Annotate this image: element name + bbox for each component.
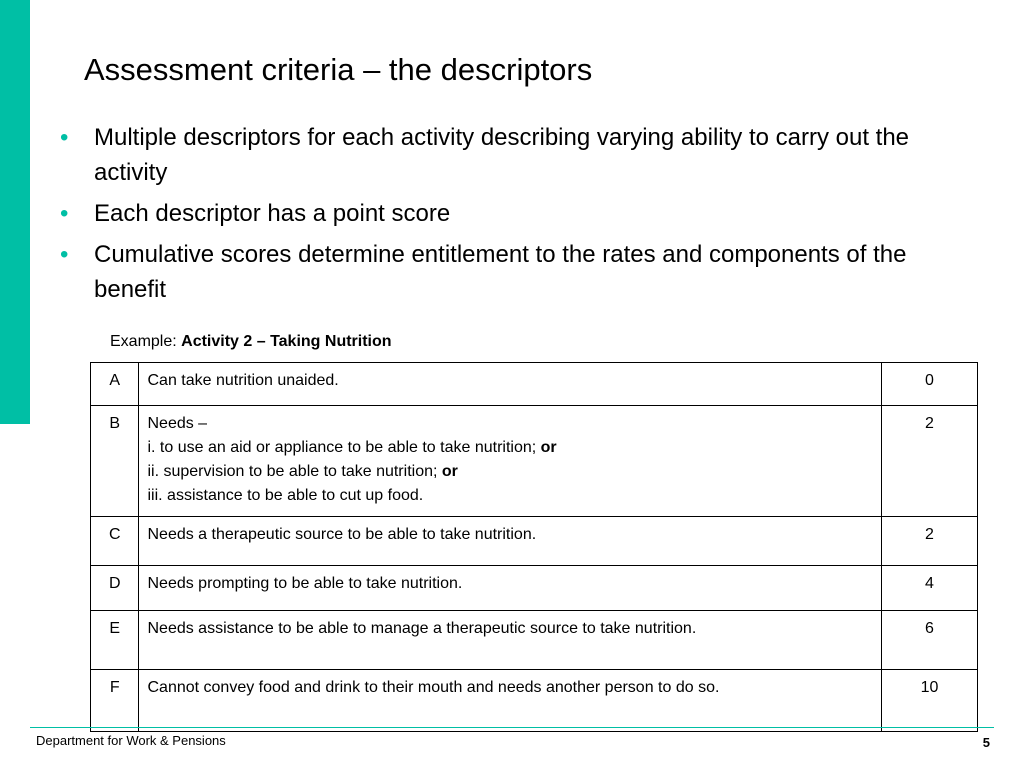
descriptor-line-text: iii. assistance to be able to cut up food.	[147, 487, 424, 504]
descriptor-text	[139, 406, 882, 517]
descriptor-score: 6	[882, 611, 978, 670]
bullet-dot-icon: •	[60, 124, 69, 151]
bullet-text: Cumulative scores determine entitlement to the rates and components of the benefit	[94, 241, 907, 303]
descriptor-line	[147, 484, 873, 508]
descriptor-letter: E	[91, 611, 139, 670]
footer-divider	[30, 727, 994, 728]
bullet-text: Multiple descriptors for each activity describing varying ability to carry out the activity	[94, 124, 910, 186]
descriptor-letter: C	[91, 517, 139, 566]
bullet-dot-icon: •	[60, 200, 69, 227]
descriptor-letter: B	[91, 406, 139, 517]
descriptor-text: Needs a therapeutic source to be able to take nutrition.	[139, 517, 882, 566]
descriptor-heading: Needs –	[147, 415, 208, 432]
descriptor-score: 0	[882, 363, 978, 406]
descriptor-line-text: ii. supervision to be able to take nutrition;	[147, 463, 442, 480]
bullet-item	[58, 196, 938, 231]
bullet-dot-icon: •	[60, 241, 69, 268]
bullet-item	[58, 120, 938, 190]
descriptor-score: 2	[882, 406, 978, 517]
descriptor-score: 4	[882, 566, 978, 611]
accent-bar	[0, 0, 30, 424]
descriptor-line	[147, 436, 873, 460]
bullet-list	[58, 120, 938, 313]
table-row	[91, 517, 978, 566]
footer-department: Department for Work & Pensions	[36, 733, 226, 748]
descriptor-letter: A	[91, 363, 139, 406]
table-row	[91, 566, 978, 611]
descriptor-score: 10	[882, 670, 978, 732]
table-row	[91, 363, 978, 406]
example-caption	[110, 332, 392, 352]
descriptor-letter: D	[91, 566, 139, 611]
page-number: 5	[982, 735, 990, 750]
descriptor-text: Can take nutrition unaided.	[139, 363, 882, 406]
bullet-item	[58, 237, 938, 307]
descriptor-text: Needs prompting to be able to take nutrition.	[139, 566, 882, 611]
descriptor-score: 2	[882, 517, 978, 566]
bullet-text: Each descriptor has a point score	[94, 200, 451, 227]
table-row	[91, 406, 978, 517]
descriptor-text: Needs assistance to be able to manage a therapeutic source to take nutrition.	[139, 611, 882, 670]
example-activity: Activity 2 – Taking Nutrition	[181, 333, 392, 350]
descriptor-table	[90, 362, 978, 732]
example-prefix: Example:	[110, 333, 182, 350]
table-row	[91, 611, 978, 670]
descriptor-line-text: i. to use an aid or appliance to be able to take nutrition;	[147, 439, 541, 456]
descriptor-conjunction: or	[540, 439, 557, 456]
table-row	[91, 670, 978, 732]
descriptor-text: Cannot convey food and drink to their mouth and needs another person to do so.	[139, 670, 882, 732]
descriptor-line	[147, 460, 873, 484]
slide-title: Assessment criteria – the descriptors	[84, 52, 593, 87]
descriptor-letter: F	[91, 670, 139, 732]
descriptor-conjunction: or	[441, 463, 458, 480]
